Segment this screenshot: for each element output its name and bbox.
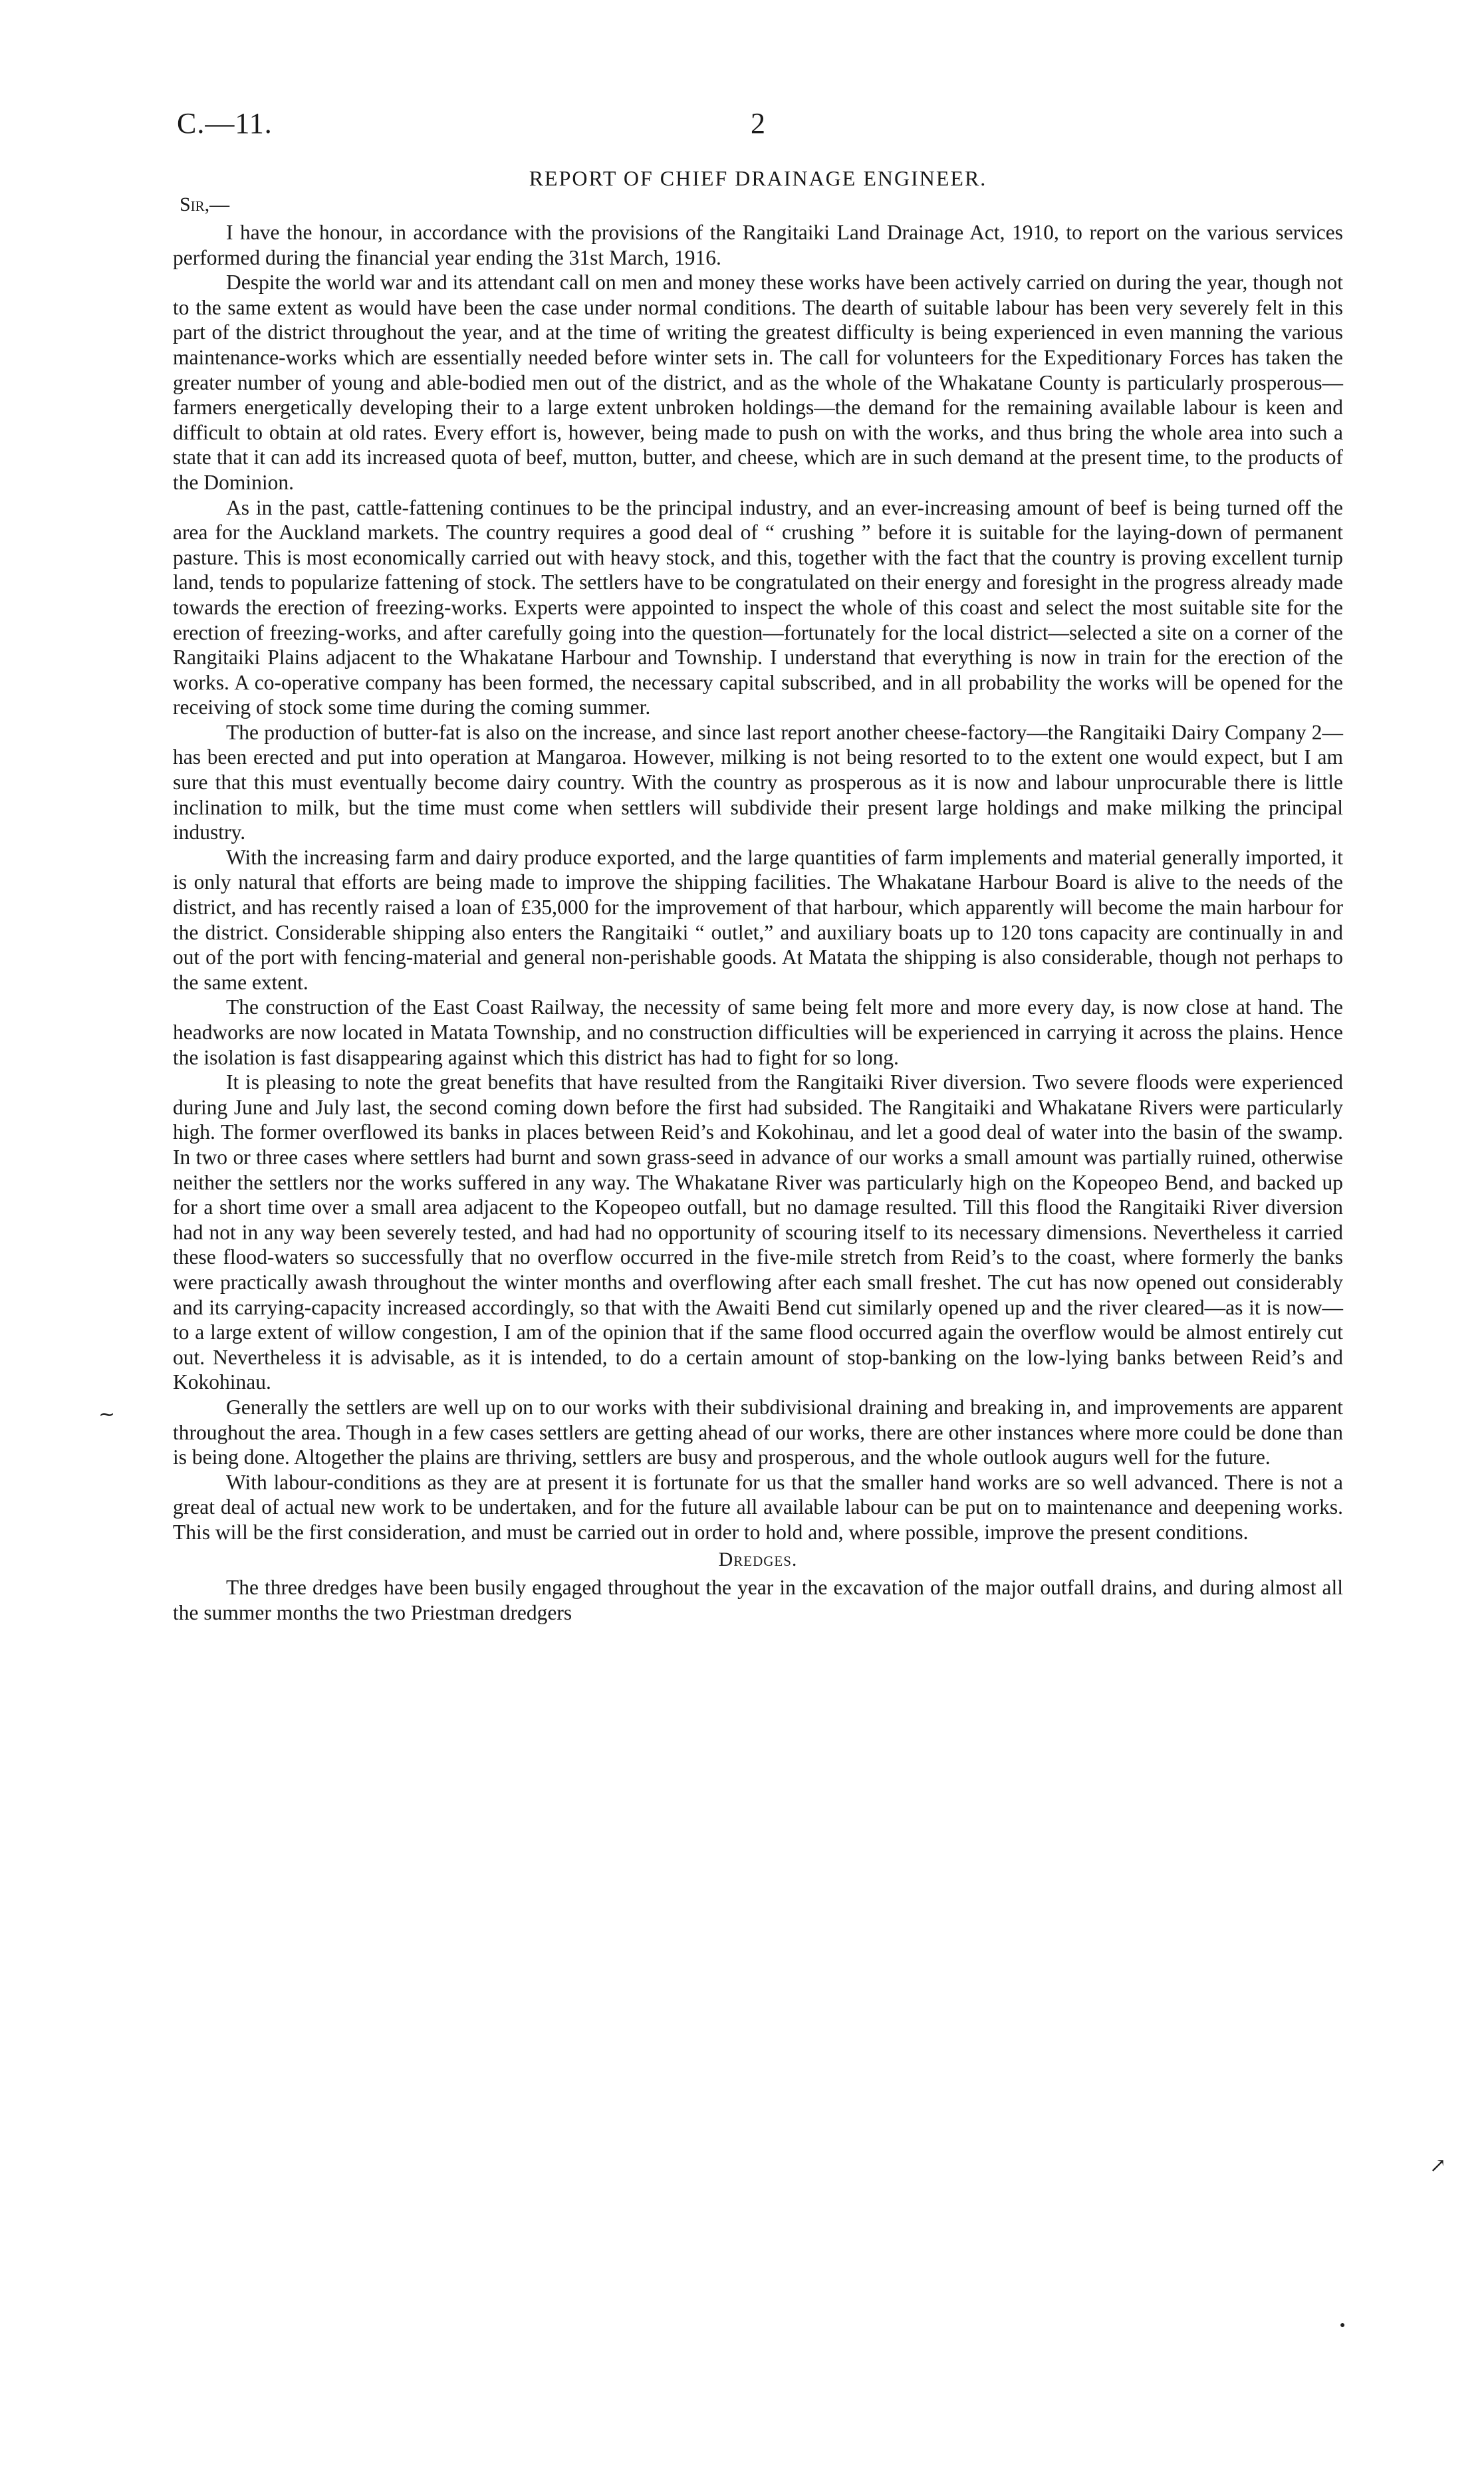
page-number: 2 xyxy=(751,107,765,140)
paragraph: Generally the settlers are well up on to our works with their subdivisional draining and breaking in, and improvements are apparent throughout the area. Though in a few cases settlers are getting ahead of our works, there are other instances where more could be done than is being done. Altogether the plains are thriving, settlers are busy and prosperous, and the whole outlook augurs well for the future. xyxy=(173,1395,1343,1469)
paragraph: As in the past, cattle-fattening continues to be the principal industry, and an ever-increasing amount of beef is being turned off the area for the Auckland markets. The country requires a good deal of “ crushing ” before it is suitable for the laying-down of permanent pasture. This is most economically carried out with heavy stock, and this, together with the fact that the country is proving excellent turnip land, tends to popularize fattening of stock. The settlers have to be congratulated on their energy and foresight in the progress already made towards the erection of freezing-works. Experts were appointed to inspect the whole of this coast and select the most suitable site for the erection of freezing-works, and after carefully going into the question—fortunately for the local district—selected a site on a corner of the Rangitaiki Plains adjacent to the Whakatane Harbour and Township. I understand that everything is now in train for the erection of the works. A co-operative company has been formed, the necessary capital subscribed, and in all probability the works will be opened for the receiving of stock some time during the coming summer. xyxy=(173,495,1343,719)
margin-mark-icon: ● xyxy=(1340,2320,1346,2330)
margin-mark-icon: ↗ xyxy=(1429,2155,1447,2177)
paragraph: I have the honour, in accordance with the provisions of the Rangitaiki Land Drainage Act, 1910, to report on the various services performed during the financial year ending the 31st March, 1916. xyxy=(173,221,1343,269)
report-body xyxy=(173,220,1343,1544)
document-reference: C.—11. xyxy=(177,107,273,140)
paragraph: Despite the world war and its attendant call on men and money these works have been actively carried on during the year, though not to the same extent as would have been the case under normal conditions. The dearth of suitable labour has been very severely felt in this part of the district throughout the year, and at the time of writing the greatest difficulty is being experienced in even manning the various maintenance-works which are essentially needed before winter sets in. The call for volunteers for the Expeditionary Forces has taken the greater number of young and able-bodied men out of the district, and as the whole of the Whakatane County is particularly prosperous—farmers energetically developing their to a large extent unbroken holdings—the demand for the remaining available labour is keen and difficult to obtain at old rates. Every effort is, however, being made to push on with the works, and thus bring the whole area into such a state that it can add its increased quota of beef, mutton, butter, and cheese, which are in such demand at the present time, to the products of the Dominion. xyxy=(173,271,1343,494)
paragraph: The production of butter-fat is also on the increase, and since last report another cheese-factory—the Rangitaiki Dairy Company 2—has been erected and put into operation at Mangaroa. However, milking is not being resorted to to the extent one would expect, but I am sure that this must eventually become dairy country. With the country as prosperous as it is now and labour unprocurable there is little inclination to milk, but the time must come when settlers will subdivide their present large holdings and make milking the principal industry. xyxy=(173,720,1343,844)
margin-mark-icon: ∼ xyxy=(98,1404,116,1425)
paragraph: The three dredges have been busily engaged throughout the year in the excavation of the major outfall drains, and during almost all the summer months the two Priestman dredgers xyxy=(173,1576,1343,1625)
paragraph: With labour-conditions as they are at present it is fortunate for us that the smaller hand works are so well advanced. There is not a great deal of actual new work to be undertaken, and for the future all available labour can be put on to maintenance and deepening works. This will be the first consideration, and must be carried out in order to hold and, where possible, improve the present conditions. xyxy=(173,1470,1343,1544)
dredges-body xyxy=(173,1575,1343,1625)
paragraph: The construction of the East Coast Railway, the necessity of same being felt more and more every day, is now close at hand. The headworks are now located in Matata Township, and no construction difficulties will be experienced in carrying it across the plains. Hence the isolation is fast disappearing against which this district has had to fight for so long. xyxy=(173,995,1343,1069)
paragraph: With the increasing farm and dairy produce exported, and the large quantities of farm implements and material generally imported, it is only natural that efforts are being made to improve the shipping facilities. The Whakatane Harbour Board is alive to the needs of the district, and has recently raised a loan of £35,000 for the improvement of that harbour, which apparently will become the main harbour for the district. Considerable shipping also enters the Rangitaiki “ outlet,” and auxiliary boats up to 120 tons capacity are continually in and out of the port with fencing-material and general non-perishable goods. At Matata the shipping is also considerable, though not perhaps to the same extent. xyxy=(173,845,1343,994)
report-title: REPORT OF CHIEF DRAINAGE ENGINEER. xyxy=(529,166,987,190)
page-header xyxy=(173,106,1343,166)
paragraph: It is pleasing to note the great benefits that have resulted from the Rangitaiki River diversion. Two severe floods were experienced during June and July last, the second coming down before the first had subsided. The Rangitaiki and Whakatane Rivers were particularly high. The former overflowed its banks in places between Reid’s and Kokohinau, and let a good deal of water into the basin of the swamp. In two or three cases where settlers had burnt and sown grass-seed in advance of our works a small amount was partially ruined, otherwise neither the settlers nor the works suffered in any way. The Whakatane River was particularly high on the Kopeopeo Bend, and backed up for a short time over a small area adjacent to the Kopeopeo outfall, but no damage resulted. Till this flood the Rangitaiki River diversion had not in any way been severely tested, and had had no opportunity of scouring itself to its necessary dimensions. Nevertheless it carried these flood-waters so successfully that no overflow occurred in the five-mile stretch from Reid’s to the coast, where formerly the banks were practically awash throughout the winter months and overflowing after each small freshet. The cut has now opened out considerably and its carrying-capacity increased accordingly, so that with the Awaiti Bend cut similarly opened up and the river cleared—as it is now—to a large extent of willow congestion, I am of the opinion that if the same flood occurred again the overflow would be almost entirely cut out. Nevertheless it is advisable, as it is intended, to do a certain amount of stop-banking on the low-lying banks between Reid’s and Kokohinau. xyxy=(173,1070,1343,1394)
section-heading-dredges: Dredges. xyxy=(718,1548,798,1571)
document-page xyxy=(173,106,1343,1626)
salutation: Sir,— xyxy=(180,193,230,215)
